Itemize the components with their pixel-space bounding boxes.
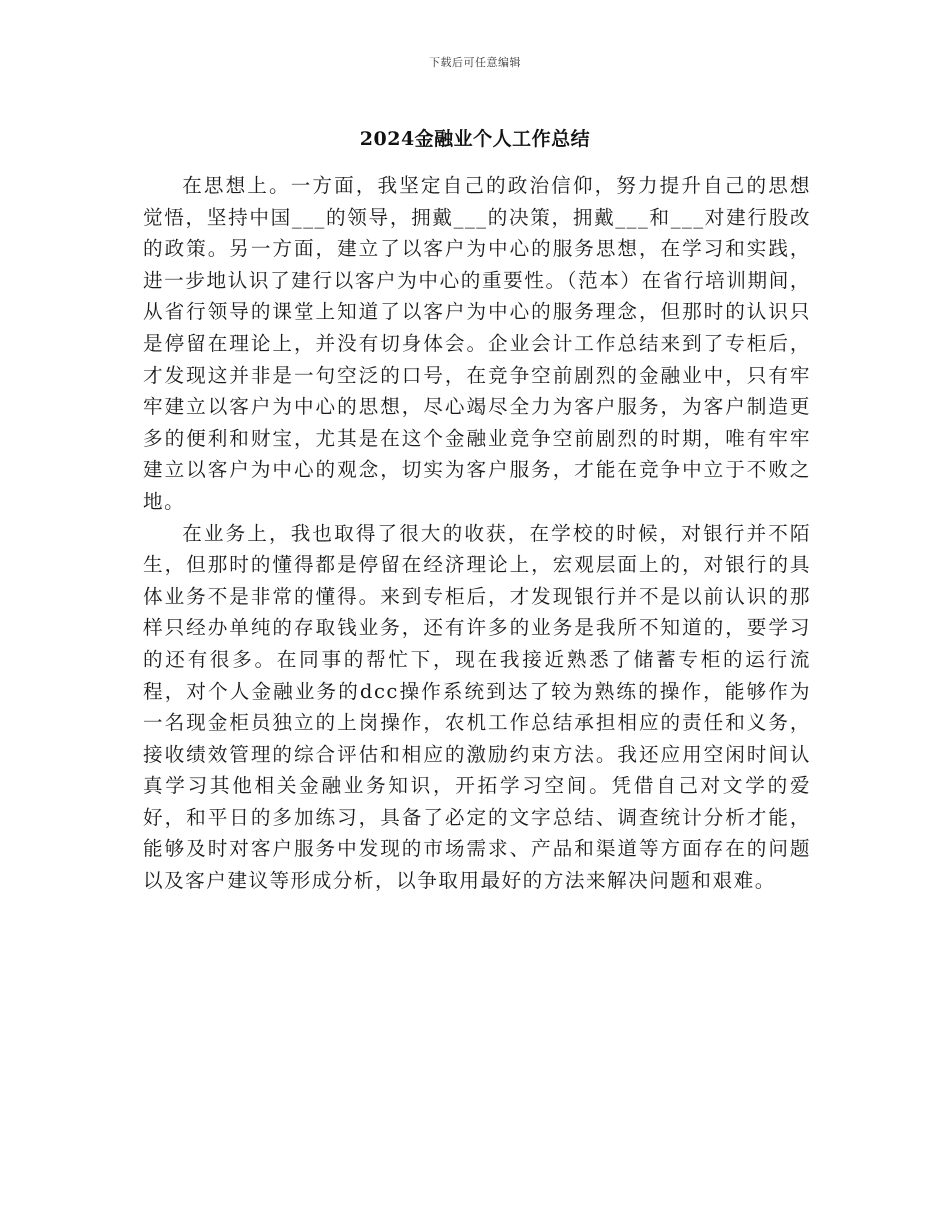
paragraph-ideology: 在思想上。一方面，我坚定自己的政治信仰，努力提升自己的思想觉悟，坚持中国___的领导，拥戴___的决策，拥戴___和___对建行股改的政策。另一方面，建立了以客户为中心的服务思想，在学习和实践，进一步地认识了建行以客户为中心的重要性。（范本）在省行培训期间，从省行领导的课堂上知道了以客户为中心的服务理念，但那时的认识只是停留在理论上，并没有切身体会。企业会计工作总结来到了专柜后，才发现这并非是一句空泛的口号，在竞争空前剧烈的金融业中，只有牢牢建立以客户为中心的思想，尽心竭尽全力为客户服务，为客户制造更多的便利和财宝，尤其是在这个金融业竞争空前剧烈的时期，唯有牢牢建立以客户为中心的观念，切实为客户服务，才能在竞争中立于不败之地。 bbox=[143, 174, 811, 513]
document-body bbox=[143, 170, 811, 897]
header-note: 下载后可任意编辑 bbox=[429, 56, 521, 69]
document-title: 2024金融业个人工作总结 bbox=[359, 128, 591, 150]
paragraph-business: 在业务上，我也取得了很大的收获，在学校的时候，对银行并不陌生，但那时的懂得都是停留在经济理论上，宏观层面上的，对银行的具体业务不是非常的懂得。来到专柜后，才发现银行并不是以前认识的那样只经办单纯的存取钱业务，还有许多的业务是我所不知道的，要学习的还有很多。在同事的帮忙下，现在我接近熟悉了储蓄专柜的运行流程，对个人金融业务的dcc操作系统到达了较为熟练的操作，能够作为一名现金柜员独立的上岗操作，农机工作总结承担相应的责任和义务，接收绩效管理的综合评估和相应的激励约束方法。我还应用空闲时间认真学习其他相关金融业务知识，开拓学习空间。凭借自己对文学的爱好，和平日的多加练习，具备了必定的文字总结、调查统计分析才能，能够及时对客户服务中发现的市场需求、产品和渠道等方面存在的问题以及客户建议等形成分析，以争取用最好的方法来解决问题和艰难。 bbox=[143, 521, 811, 893]
